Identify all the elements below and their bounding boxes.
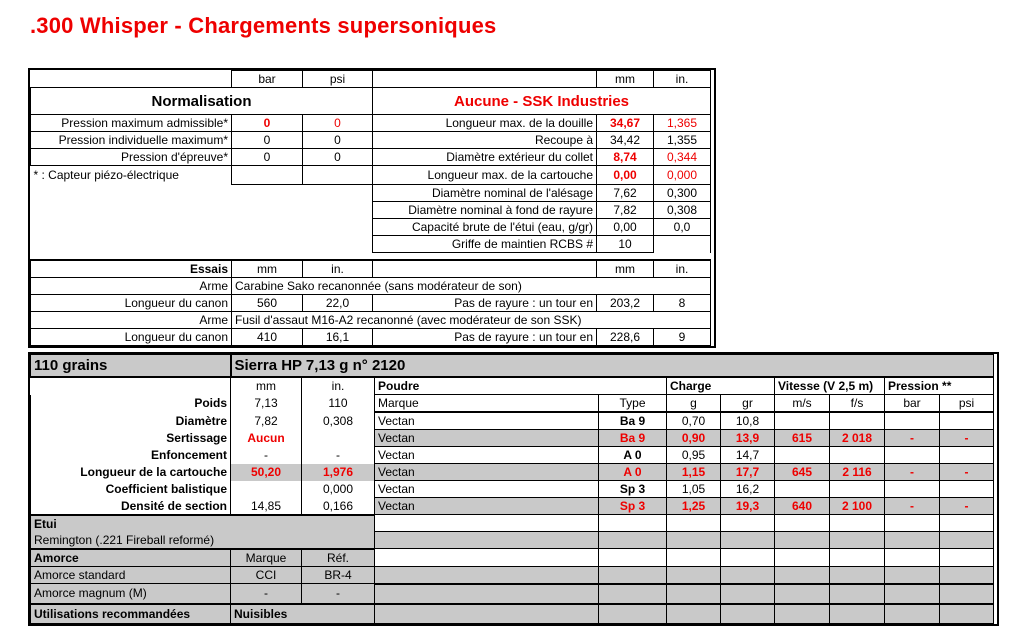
unit-header-mm: mm: [597, 260, 654, 278]
bullet-spec-label: Coefficient balistique: [31, 481, 231, 498]
empty-cell: [667, 584, 721, 604]
spec-section: [28, 68, 716, 348]
col-header-type: Type: [599, 395, 667, 413]
powder-type: Ba 9: [599, 430, 667, 447]
dim-label: Longueur max. de la cartouche: [373, 166, 597, 185]
charge-g: 1,15: [667, 464, 721, 481]
powder-marque: Vectan: [375, 498, 599, 515]
dim-mm: 0,00: [597, 166, 654, 185]
bullet-spec-label: Diamètre: [31, 412, 231, 430]
pressure-bar-value: -: [885, 464, 940, 481]
pressure-psi-value: -: [940, 464, 994, 481]
unit-header-in: in.: [654, 71, 711, 88]
primer-header: Amorce: [31, 549, 231, 567]
col-header-gr: gr: [721, 395, 775, 413]
primer-ref: BR-4: [302, 566, 375, 584]
empty-cell: [775, 584, 830, 604]
unit-header-mm: mm: [232, 260, 303, 278]
twist-mm: 228,6: [597, 329, 654, 346]
bullet-spec-label: Longueur de la cartouche: [31, 464, 231, 481]
dim-label: Longueur max. de la douille: [373, 115, 597, 132]
twist-in: 9: [654, 329, 711, 346]
bullet-spec-label: Enfoncement: [31, 447, 231, 464]
pressure-bar: 0: [232, 132, 303, 149]
unit-header-mm: mm: [231, 377, 302, 395]
empty-cell: [940, 566, 994, 584]
empty-cell: [940, 584, 994, 604]
dim-mm: 10: [597, 236, 654, 253]
empty-cell: [721, 549, 775, 567]
pressure-label: Pression d'épreuve*: [31, 149, 232, 166]
pressure-psi-value: [940, 447, 994, 464]
velocity-ms: [775, 447, 830, 464]
powder-type: A 0: [599, 464, 667, 481]
powder-type: Ba 9: [599, 412, 667, 430]
empty-cell: [375, 584, 599, 604]
pressure-bar: 0: [232, 115, 303, 132]
velocity-fs: 2 116: [830, 464, 885, 481]
pressure-psi-value: [940, 412, 994, 430]
bullet-spec-in: -: [302, 447, 375, 464]
dim-label: Diamètre nominal à fond de rayure: [373, 202, 597, 219]
empty-cell: [830, 549, 885, 567]
pressure-psi: 0: [303, 149, 373, 166]
pressure-psi-value: -: [940, 430, 994, 447]
col-header-g: g: [667, 395, 721, 413]
dim-mm: 34,42: [597, 132, 654, 149]
col-header-ms: m/s: [775, 395, 830, 413]
dim-in: 1,355: [654, 132, 711, 149]
empty-cell: [599, 604, 667, 624]
col-header-psi: psi: [940, 395, 994, 413]
primer-label: Amorce magnum (M): [31, 584, 231, 604]
bullet-spec-mm: 14,85: [231, 498, 302, 515]
charge-gr: 17,7: [721, 464, 775, 481]
empty-cell: [599, 566, 667, 584]
bullet-spec-mm: 7,82: [231, 412, 302, 430]
load-table: [30, 354, 994, 624]
empty-cell: [375, 532, 599, 549]
dim-label: Diamètre extérieur du collet: [373, 149, 597, 166]
powder-marque: Vectan: [375, 430, 599, 447]
empty-cell: [654, 236, 711, 253]
unit-header-in: in.: [303, 260, 373, 278]
empty-cell: [830, 566, 885, 584]
dim-in: 1,365: [654, 115, 711, 132]
bullet-spec-in: [302, 430, 375, 447]
unit-header-psi: psi: [303, 71, 373, 88]
empty-cell: [303, 166, 373, 185]
empty-cell: [885, 566, 940, 584]
col-header-bar: bar: [885, 395, 940, 413]
bullet-spec-label: Sertissage: [31, 430, 231, 447]
group-header-vitesse: Vitesse (V 2,5 m): [775, 377, 885, 395]
tests-header: Essais: [31, 260, 232, 278]
primer-marque: -: [231, 584, 302, 604]
dim-mm: 7,82: [597, 202, 654, 219]
unit-header-in: in.: [654, 260, 711, 278]
empty-cell: [775, 515, 830, 532]
empty-cell: [31, 71, 232, 88]
dim-in: 0,0: [654, 219, 711, 236]
dim-label: Recoupe à: [373, 132, 597, 149]
arme-value: Carabine Sako recanonnée (sans modérateur de son): [232, 278, 711, 295]
barrel-mm: 560: [232, 295, 303, 312]
twist-mm: 203,2: [597, 295, 654, 312]
powder-marque: Vectan: [375, 464, 599, 481]
empty-cell: [667, 549, 721, 567]
empty-cell: [885, 584, 940, 604]
empty-cell: [667, 515, 721, 532]
empty-cell: [31, 185, 373, 253]
empty-cell: [775, 549, 830, 567]
velocity-fs: 2 100: [830, 498, 885, 515]
dim-label: Diamètre nominal de l'alésage: [373, 185, 597, 202]
empty-cell: [373, 260, 597, 278]
empty-cell: [775, 604, 830, 624]
empty-cell: [599, 515, 667, 532]
powder-type: Sp 3: [599, 481, 667, 498]
empty-cell: [599, 584, 667, 604]
empty-cell: [885, 604, 940, 624]
velocity-fs: [830, 447, 885, 464]
bullet-name: Sierra HP 7,13 g n° 2120: [231, 355, 994, 378]
barrel-in: 16,1: [303, 329, 373, 346]
bullet-weight: 110 grains: [31, 355, 231, 378]
pressure-psi: 0: [303, 132, 373, 149]
charge-g: 0,95: [667, 447, 721, 464]
powder-marque: Vectan: [375, 481, 599, 498]
primer-ref: -: [302, 584, 375, 604]
dim-in: 0,308: [654, 202, 711, 219]
load-section: [28, 352, 999, 626]
page-title: .300 Whisper - Chargements supersoniques: [30, 13, 497, 38]
arme-value: Fusil d'assaut M16-A2 recanonné (avec modérateur de son SSK): [232, 312, 711, 329]
bullet-spec-mm: [231, 481, 302, 498]
essais-table: [30, 259, 711, 346]
charge-g: 0,70: [667, 412, 721, 430]
velocity-fs: 2 018: [830, 430, 885, 447]
pressure-psi: 0: [303, 115, 373, 132]
twist-label: Pas de rayure : un tour en: [373, 329, 597, 346]
empty-cell: [721, 566, 775, 584]
sensor-note: * : Capteur piézo-électrique: [33, 168, 179, 183]
twist-in: 8: [654, 295, 711, 312]
bullet-spec-label: Poids: [31, 395, 231, 413]
primer-marque: CCI: [231, 566, 302, 584]
empty-cell: [940, 549, 994, 567]
empty-cell: [830, 584, 885, 604]
empty-cell: [885, 549, 940, 567]
velocity-ms: 640: [775, 498, 830, 515]
dim-in: 0,344: [654, 149, 711, 166]
pressure-bar-value: [885, 481, 940, 498]
bullet-spec-in: 0,166: [302, 498, 375, 515]
empty-cell: [940, 532, 994, 549]
empty-cell: [721, 515, 775, 532]
dim-mm: 7,62: [597, 185, 654, 202]
empty-cell: [667, 532, 721, 549]
col-header-marque: Marque: [375, 395, 599, 413]
bullet-spec-mm: 50,20: [231, 464, 302, 481]
bullet-spec-label: Densité de section: [31, 498, 231, 515]
empty-cell: [31, 377, 231, 395]
usage-value: Nuisibles: [231, 604, 375, 624]
usage-label: Utilisations recommandées: [31, 604, 231, 624]
pressure-bar-value: -: [885, 430, 940, 447]
empty-cell: [375, 515, 599, 532]
pressure-bar-value: -: [885, 498, 940, 515]
charge-g: 1,25: [667, 498, 721, 515]
empty-cell: [885, 515, 940, 532]
empty-cell: [721, 604, 775, 624]
empty-cell: [667, 566, 721, 584]
empty-cell: [599, 532, 667, 549]
charge-gr: 13,9: [721, 430, 775, 447]
dim-label: Capacité brute de l'étui (eau, g/gr): [373, 219, 597, 236]
group-header-poudre: Poudre: [375, 377, 667, 395]
dim-label: Griffe de maintien RCBS #: [373, 236, 597, 253]
empty-cell: [830, 532, 885, 549]
bullet-spec-mm: -: [231, 447, 302, 464]
empty-cell: [667, 604, 721, 624]
bullet-spec-in: 1,976: [302, 464, 375, 481]
empty-cell: [232, 166, 303, 185]
barrel-label: Longueur du canon: [31, 329, 232, 346]
dim-in: 0,000: [654, 166, 711, 185]
empty-cell: [775, 566, 830, 584]
group-header-charge: Charge: [667, 377, 775, 395]
pressure-bar: 0: [232, 149, 303, 166]
unit-header-bar: bar: [232, 71, 303, 88]
empty-cell: [721, 532, 775, 549]
charge-gr: 16,2: [721, 481, 775, 498]
velocity-fs: [830, 481, 885, 498]
velocity-ms: [775, 412, 830, 430]
group-header-pression: Pression **: [885, 377, 994, 395]
spec-table: [30, 70, 711, 253]
pressure-psi-value: -: [940, 498, 994, 515]
arme-label: Arme: [31, 278, 232, 295]
bullet-spec-in: 110: [302, 395, 375, 413]
bullet-spec-mm: 7,13: [231, 395, 302, 413]
empty-cell: [375, 566, 599, 584]
primer-label: Amorce standard: [31, 566, 231, 584]
barrel-label: Longueur du canon: [31, 295, 232, 312]
col-header-fs: f/s: [830, 395, 885, 413]
unit-header-in: in.: [302, 377, 375, 395]
dim-mm: 34,67: [597, 115, 654, 132]
case-value: Remington (.221 Fireball reformé): [31, 532, 375, 549]
velocity-ms: 615: [775, 430, 830, 447]
barrel-in: 22,0: [303, 295, 373, 312]
charge-g: 0,90: [667, 430, 721, 447]
primer-col-marque: Marque: [231, 549, 302, 567]
empty-cell: [721, 584, 775, 604]
standard-name: Aucune - SSK Industries: [373, 88, 711, 115]
powder-type: Sp 3: [599, 498, 667, 515]
pressure-bar-value: [885, 447, 940, 464]
empty-cell: [375, 549, 599, 567]
empty-cell: [599, 549, 667, 567]
velocity-fs: [830, 412, 885, 430]
twist-label: Pas de rayure : un tour en: [373, 295, 597, 312]
unit-header-mm: mm: [597, 71, 654, 88]
normalisation-title: Normalisation: [31, 88, 373, 115]
bullet-spec-in: 0,308: [302, 412, 375, 430]
pressure-psi-value: [940, 481, 994, 498]
bullet-spec-mm: Aucun: [231, 430, 302, 447]
powder-marque: Vectan: [375, 447, 599, 464]
charge-gr: 19,3: [721, 498, 775, 515]
velocity-ms: 645: [775, 464, 830, 481]
charge-g: 1,05: [667, 481, 721, 498]
barrel-mm: 410: [232, 329, 303, 346]
empty-cell: [940, 604, 994, 624]
empty-cell: [775, 532, 830, 549]
empty-cell: [373, 71, 597, 88]
powder-marque: Vectan: [375, 412, 599, 430]
case-header: Etui: [31, 515, 375, 532]
pressure-label: Pression maximum admissible*: [31, 115, 232, 132]
charge-gr: 10,8: [721, 412, 775, 430]
arme-label: Arme: [31, 312, 232, 329]
bullet-spec-in: 0,000: [302, 481, 375, 498]
empty-cell: [885, 532, 940, 549]
pressure-bar-value: [885, 412, 940, 430]
empty-cell: [375, 604, 599, 624]
dim-mm: 0,00: [597, 219, 654, 236]
powder-type: A 0: [599, 447, 667, 464]
dim-in: 0,300: [654, 185, 711, 202]
pressure-label: Pression individuelle maximum*: [31, 132, 232, 149]
velocity-ms: [775, 481, 830, 498]
primer-col-ref: Réf.: [302, 549, 375, 567]
empty-cell: [940, 515, 994, 532]
empty-cell: [830, 604, 885, 624]
empty-cell: [830, 515, 885, 532]
charge-gr: 14,7: [721, 447, 775, 464]
dim-mm: 8,74: [597, 149, 654, 166]
